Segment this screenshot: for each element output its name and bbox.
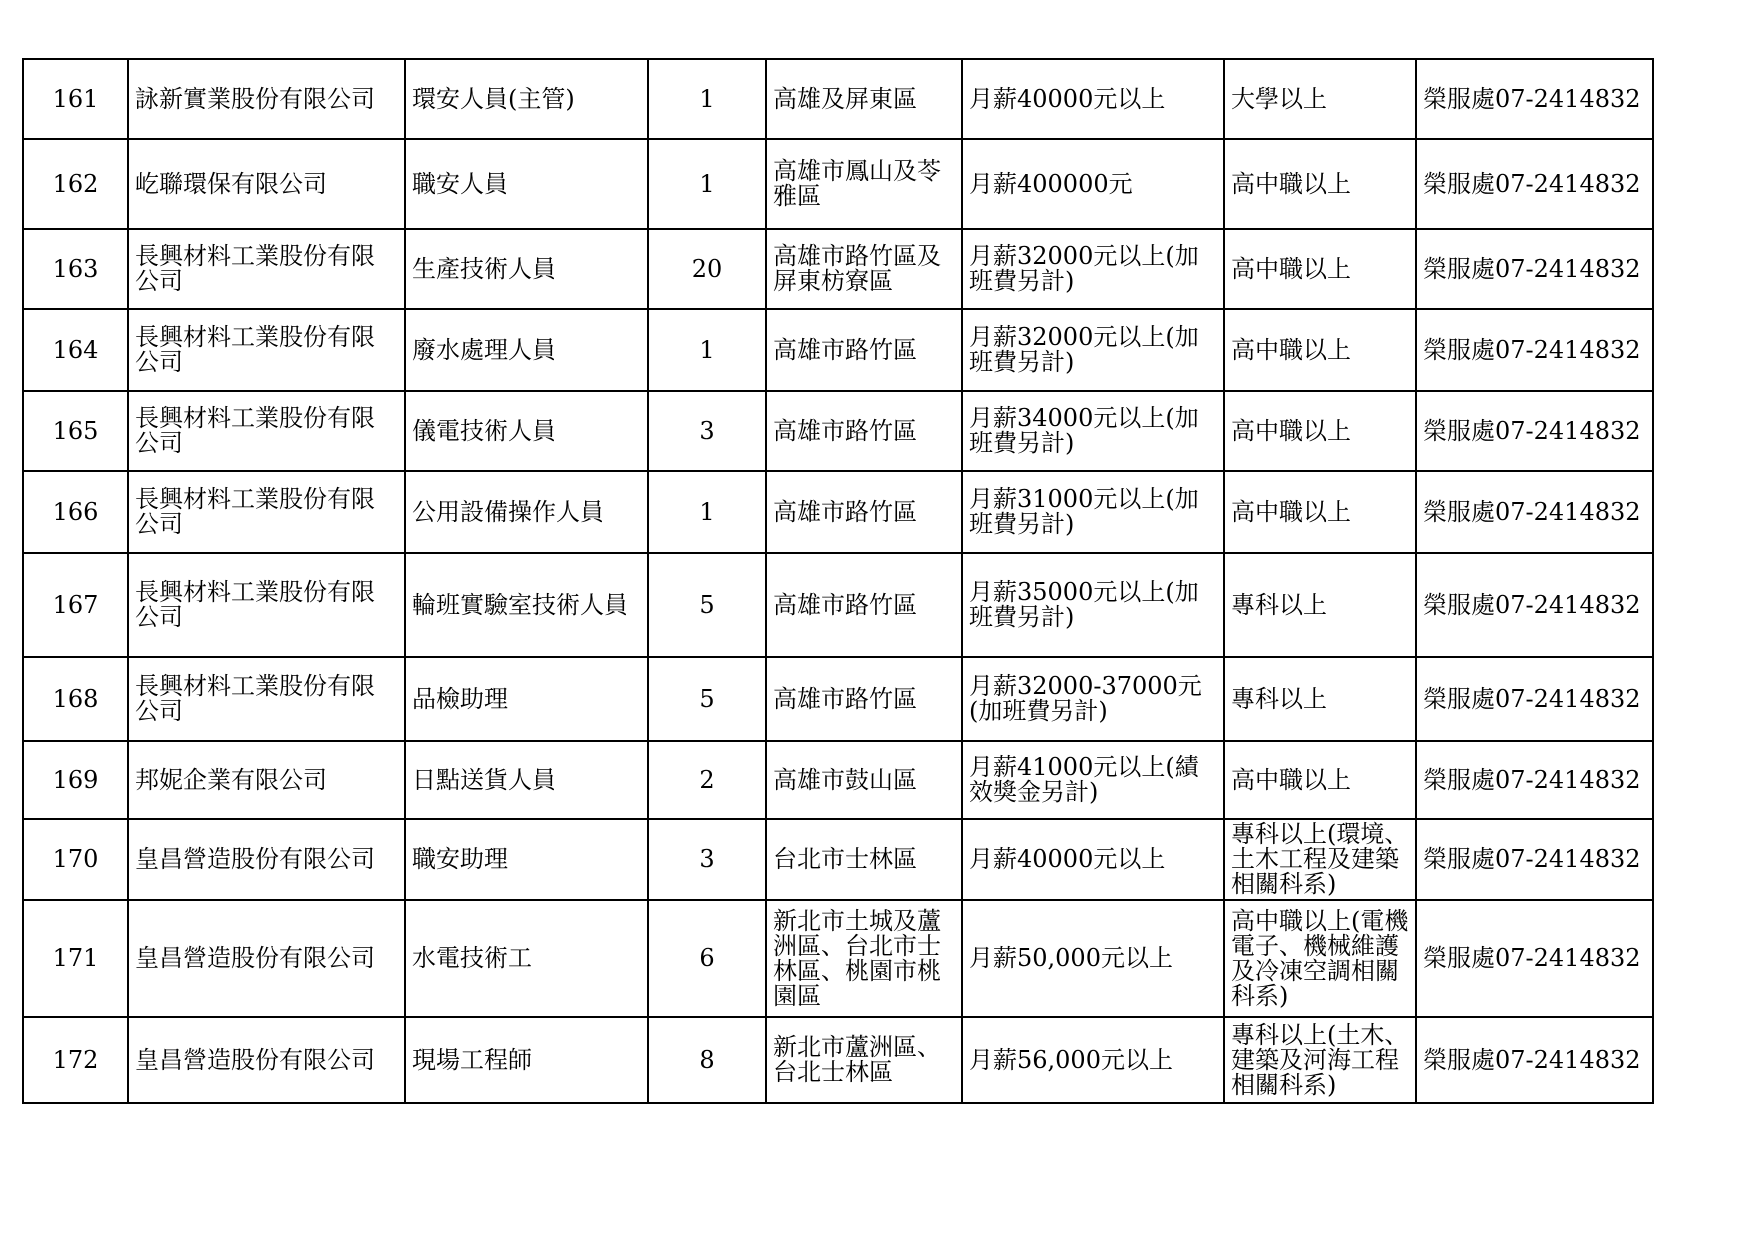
contact: 榮服處07-2414832	[1416, 391, 1653, 471]
row-number: 163	[23, 229, 128, 309]
work-area: 高雄市路竹區及屏東枋寮區	[766, 229, 962, 309]
contact: 榮服處07-2414832	[1416, 139, 1653, 229]
education-requirement: 高中職以上	[1224, 309, 1416, 391]
company-name: 長興材料工業股份有限公司	[128, 391, 405, 471]
job-listing-table	[22, 58, 1654, 1104]
work-area: 高雄市鼓山區	[766, 741, 962, 819]
table-row	[23, 229, 1653, 309]
contact: 榮服處07-2414832	[1416, 819, 1653, 900]
education-requirement: 專科以上	[1224, 657, 1416, 741]
table-row	[23, 1017, 1653, 1103]
job-title: 職安人員	[405, 139, 648, 229]
contact: 榮服處07-2414832	[1416, 900, 1653, 1017]
table-row	[23, 471, 1653, 553]
work-area: 新北市土城及蘆洲區、台北市士林區、桃園市桃園區	[766, 900, 962, 1017]
contact: 榮服處07-2414832	[1416, 553, 1653, 657]
education-requirement: 高中職以上	[1224, 139, 1416, 229]
company-name: 長興材料工業股份有限公司	[128, 471, 405, 553]
work-area: 高雄市路竹區	[766, 471, 962, 553]
row-number: 164	[23, 309, 128, 391]
contact: 榮服處07-2414832	[1416, 741, 1653, 819]
work-area: 高雄市路竹區	[766, 657, 962, 741]
work-area: 高雄市路竹區	[766, 553, 962, 657]
education-requirement: 大學以上	[1224, 59, 1416, 139]
work-area: 高雄及屏東區	[766, 59, 962, 139]
table-row	[23, 657, 1653, 741]
headcount: 6	[648, 900, 766, 1017]
job-title: 現場工程師	[405, 1017, 648, 1103]
education-requirement: 高中職以上	[1224, 741, 1416, 819]
row-number: 165	[23, 391, 128, 471]
salary: 月薪32000元以上(加班費另計)	[962, 229, 1224, 309]
table-row	[23, 139, 1653, 229]
row-number: 166	[23, 471, 128, 553]
table-row	[23, 391, 1653, 471]
company-name: 皇昌營造股份有限公司	[128, 900, 405, 1017]
table-row	[23, 59, 1653, 139]
education-requirement: 專科以上(環境、土木工程及建築相關科系)	[1224, 819, 1416, 900]
headcount: 3	[648, 819, 766, 900]
table-row	[23, 819, 1653, 900]
headcount: 1	[648, 309, 766, 391]
salary: 月薪32000-37000元(加班費另計)	[962, 657, 1224, 741]
work-area: 台北市士林區	[766, 819, 962, 900]
table-row	[23, 309, 1653, 391]
table-row	[23, 553, 1653, 657]
contact: 榮服處07-2414832	[1416, 657, 1653, 741]
job-title: 品檢助理	[405, 657, 648, 741]
table-row	[23, 900, 1653, 1017]
work-area: 高雄市路竹區	[766, 391, 962, 471]
salary: 月薪31000元以上(加班費另計)	[962, 471, 1224, 553]
company-name: 詠新實業股份有限公司	[128, 59, 405, 139]
headcount: 3	[648, 391, 766, 471]
row-number: 171	[23, 900, 128, 1017]
contact: 榮服處07-2414832	[1416, 309, 1653, 391]
headcount: 1	[648, 471, 766, 553]
job-title: 水電技術工	[405, 900, 648, 1017]
contact: 榮服處07-2414832	[1416, 1017, 1653, 1103]
company-name: 長興材料工業股份有限公司	[128, 309, 405, 391]
row-number: 170	[23, 819, 128, 900]
education-requirement: 高中職以上(電機電子、機械維護及冷凍空調相關科系)	[1224, 900, 1416, 1017]
salary: 月薪40000元以上	[962, 819, 1224, 900]
company-name: 長興材料工業股份有限公司	[128, 553, 405, 657]
headcount: 5	[648, 553, 766, 657]
salary: 月薪50,000元以上	[962, 900, 1224, 1017]
company-name: 皇昌營造股份有限公司	[128, 1017, 405, 1103]
headcount: 8	[648, 1017, 766, 1103]
headcount: 2	[648, 741, 766, 819]
headcount: 1	[648, 139, 766, 229]
salary: 月薪34000元以上(加班費另計)	[962, 391, 1224, 471]
job-title: 輪班實驗室技術人員	[405, 553, 648, 657]
work-area: 高雄市路竹區	[766, 309, 962, 391]
education-requirement: 專科以上(土木、建築及河海工程相關科系)	[1224, 1017, 1416, 1103]
job-title: 廢水處理人員	[405, 309, 648, 391]
company-name: 屹聯環保有限公司	[128, 139, 405, 229]
job-title: 儀電技術人員	[405, 391, 648, 471]
education-requirement: 專科以上	[1224, 553, 1416, 657]
job-title: 職安助理	[405, 819, 648, 900]
salary: 月薪35000元以上(加班費另計)	[962, 553, 1224, 657]
work-area: 新北市蘆洲區、台北士林區	[766, 1017, 962, 1103]
salary: 月薪56,000元以上	[962, 1017, 1224, 1103]
company-name: 長興材料工業股份有限公司	[128, 229, 405, 309]
company-name: 長興材料工業股份有限公司	[128, 657, 405, 741]
salary: 月薪40000元以上	[962, 59, 1224, 139]
row-number: 168	[23, 657, 128, 741]
row-number: 167	[23, 553, 128, 657]
row-number: 161	[23, 59, 128, 139]
headcount: 1	[648, 59, 766, 139]
row-number: 172	[23, 1017, 128, 1103]
job-title: 生產技術人員	[405, 229, 648, 309]
job-title: 公用設備操作人員	[405, 471, 648, 553]
contact: 榮服處07-2414832	[1416, 471, 1653, 553]
salary: 月薪32000元以上(加班費另計)	[962, 309, 1224, 391]
job-title: 日點送貨人員	[405, 741, 648, 819]
headcount: 20	[648, 229, 766, 309]
education-requirement: 高中職以上	[1224, 229, 1416, 309]
contact: 榮服處07-2414832	[1416, 229, 1653, 309]
job-listing-body	[23, 59, 1653, 1103]
headcount: 5	[648, 657, 766, 741]
education-requirement: 高中職以上	[1224, 391, 1416, 471]
company-name: 皇昌營造股份有限公司	[128, 819, 405, 900]
row-number: 162	[23, 139, 128, 229]
work-area: 高雄市鳳山及苓雅區	[766, 139, 962, 229]
table-row	[23, 741, 1653, 819]
education-requirement: 高中職以上	[1224, 471, 1416, 553]
job-title: 環安人員(主管)	[405, 59, 648, 139]
salary: 月薪400000元	[962, 139, 1224, 229]
company-name: 邦妮企業有限公司	[128, 741, 405, 819]
row-number: 169	[23, 741, 128, 819]
contact: 榮服處07-2414832	[1416, 59, 1653, 139]
salary: 月薪41000元以上(績效獎金另計)	[962, 741, 1224, 819]
